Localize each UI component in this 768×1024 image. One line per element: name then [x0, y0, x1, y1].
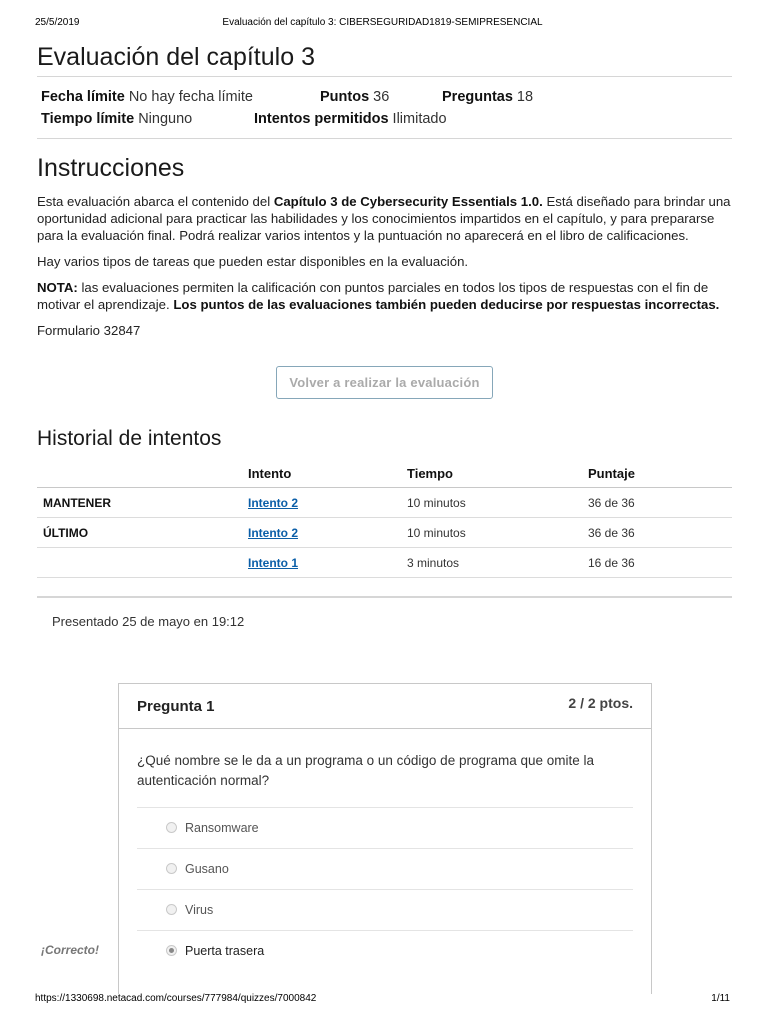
- question-header: [119, 684, 651, 729]
- instructions-paragraph-1: [37, 193, 732, 244]
- submission-date: Presentado 25 de mayo en 19:12: [52, 614, 245, 629]
- points-value: 36: [373, 89, 390, 105]
- score-cell: 36 de 36: [587, 518, 732, 548]
- column-header-time: Tiempo: [406, 459, 587, 488]
- quiz-details-row-1: [41, 86, 728, 108]
- time-limit: [41, 108, 192, 130]
- time-limit-value: Ninguno: [138, 111, 193, 127]
- print-date: 25/5/2019: [35, 17, 80, 28]
- note-emphasis: Los puntos de las evaluaciones también pueden deducirse por respuestas incorrectas.: [173, 297, 720, 312]
- allowed-attempts-value: Ilimitado: [392, 111, 447, 127]
- answer-label: Virus: [185, 903, 214, 917]
- answer-option[interactable]: [137, 807, 633, 848]
- score-cell: 36 de 36: [587, 488, 732, 518]
- question-card: [118, 683, 652, 994]
- question-title: Pregunta 1: [137, 698, 215, 715]
- quiz-details-row-2: [41, 108, 728, 130]
- points: [320, 86, 389, 108]
- print-header: [35, 17, 730, 31]
- due-date-value: No hay fecha límite: [128, 89, 253, 105]
- divider: [37, 596, 732, 598]
- text: Está diseñado para brindar una oportunidad adicional para practicar las habilidades y los conocimientos impartidos en el capítulo, y para prepararse para la evaluación final. Podrá realizar varios intentos y la puntuación no aparecerá en el libro de calificaciones.: [37, 194, 731, 243]
- text: las evaluaciones permiten la calificación con puntos parciales en todos los tipos de respuestas con el fin de motivar el aprendizaje.: [37, 280, 709, 312]
- column-header-attempt: Intento: [247, 459, 406, 488]
- questions-value: 18: [516, 89, 534, 105]
- answer-option[interactable]: [137, 848, 633, 889]
- quiz-details: [37, 77, 732, 138]
- answer-label: Puerta trasera: [185, 944, 265, 958]
- instructions-note: [37, 279, 732, 313]
- column-header: [37, 459, 247, 488]
- time-cell: 10 minutos: [406, 488, 587, 518]
- due-date-label: Fecha límite: [41, 89, 125, 105]
- attempt-link[interactable]: Intento 2: [248, 495, 298, 510]
- retake-quiz-button[interactable]: Volver a realizar la evaluación: [276, 366, 492, 399]
- question-points: 2 / 2 ptos.: [568, 695, 633, 711]
- radio-button-selected[interactable]: [166, 945, 177, 956]
- points-label: Puntos: [320, 89, 370, 105]
- print-footer: [35, 993, 730, 1007]
- note-label: NOTA:: [37, 280, 78, 295]
- questions-label: Preguntas: [442, 89, 513, 105]
- score-cell: 16 de 36: [587, 548, 732, 578]
- text: Esta evaluación abarca el contenido del: [37, 194, 274, 209]
- radio-button[interactable]: [166, 822, 177, 833]
- form-number: Formulario 32847: [37, 323, 141, 338]
- table-header-row: [37, 459, 732, 488]
- chapter-name: Capítulo 3 de Cybersecurity Essentials 1.0.: [273, 194, 543, 209]
- instructions-heading: Instrucciones: [37, 154, 185, 182]
- answer-label: Gusano: [185, 862, 229, 876]
- answer-option[interactable]: [137, 889, 633, 930]
- questions-count: [442, 86, 533, 108]
- question-text: ¿Qué nombre se le da a un programa o un código de programa que omite la autenticación normal?: [137, 753, 595, 788]
- row-label: [37, 548, 247, 578]
- attempt-link[interactable]: Intento 1: [248, 555, 298, 570]
- time-limit-label: Tiempo límite: [41, 111, 135, 127]
- table-row: [37, 548, 732, 578]
- instructions-body: [37, 193, 732, 339]
- due-date: [41, 86, 253, 108]
- retake-wrapper: [37, 366, 732, 400]
- attempt-cell: [247, 548, 406, 578]
- radio-button[interactable]: [166, 904, 177, 915]
- allowed-attempts: [254, 108, 447, 130]
- time-cell: 10 minutos: [406, 518, 587, 548]
- quiz-content: [37, 36, 732, 629]
- table-row: [37, 518, 732, 548]
- row-label: MANTENER: [37, 488, 247, 518]
- answer-option-selected[interactable]: [137, 930, 633, 971]
- print-document-title: Evaluación del capítulo 3: CIBERSEGURIDAD1819-SEMIPRESENCIAL: [222, 17, 543, 28]
- radio-button[interactable]: [166, 863, 177, 874]
- table-row: [37, 488, 732, 518]
- answer-label: Ransomware: [185, 821, 259, 835]
- divider: [37, 138, 732, 139]
- correct-feedback-label: ¡Correcto!: [41, 943, 100, 957]
- answer-list: [137, 807, 633, 971]
- attempt-link[interactable]: Intento 2: [248, 525, 298, 540]
- attempt-history-heading: Historial de intentos: [37, 427, 222, 450]
- attempt-history-table: [37, 459, 732, 578]
- print-url: https://1330698.netacad.com/courses/777984/quizzes/7000842: [35, 993, 317, 1004]
- allowed-attempts-label: Intentos permitidos: [254, 111, 389, 127]
- attempt-cell: [247, 488, 406, 518]
- time-cell: 3 minutos: [406, 548, 587, 578]
- attempt-cell: [247, 518, 406, 548]
- print-page-number: 1/11: [711, 993, 730, 1004]
- page-title: Evaluación del capítulo 3: [37, 43, 315, 71]
- instructions-paragraph-2: Hay varios tipos de tareas que pueden estar disponibles en la evaluación.: [37, 254, 469, 269]
- column-header-score: Puntaje: [587, 459, 732, 488]
- row-label: ÚLTIMO: [37, 518, 247, 548]
